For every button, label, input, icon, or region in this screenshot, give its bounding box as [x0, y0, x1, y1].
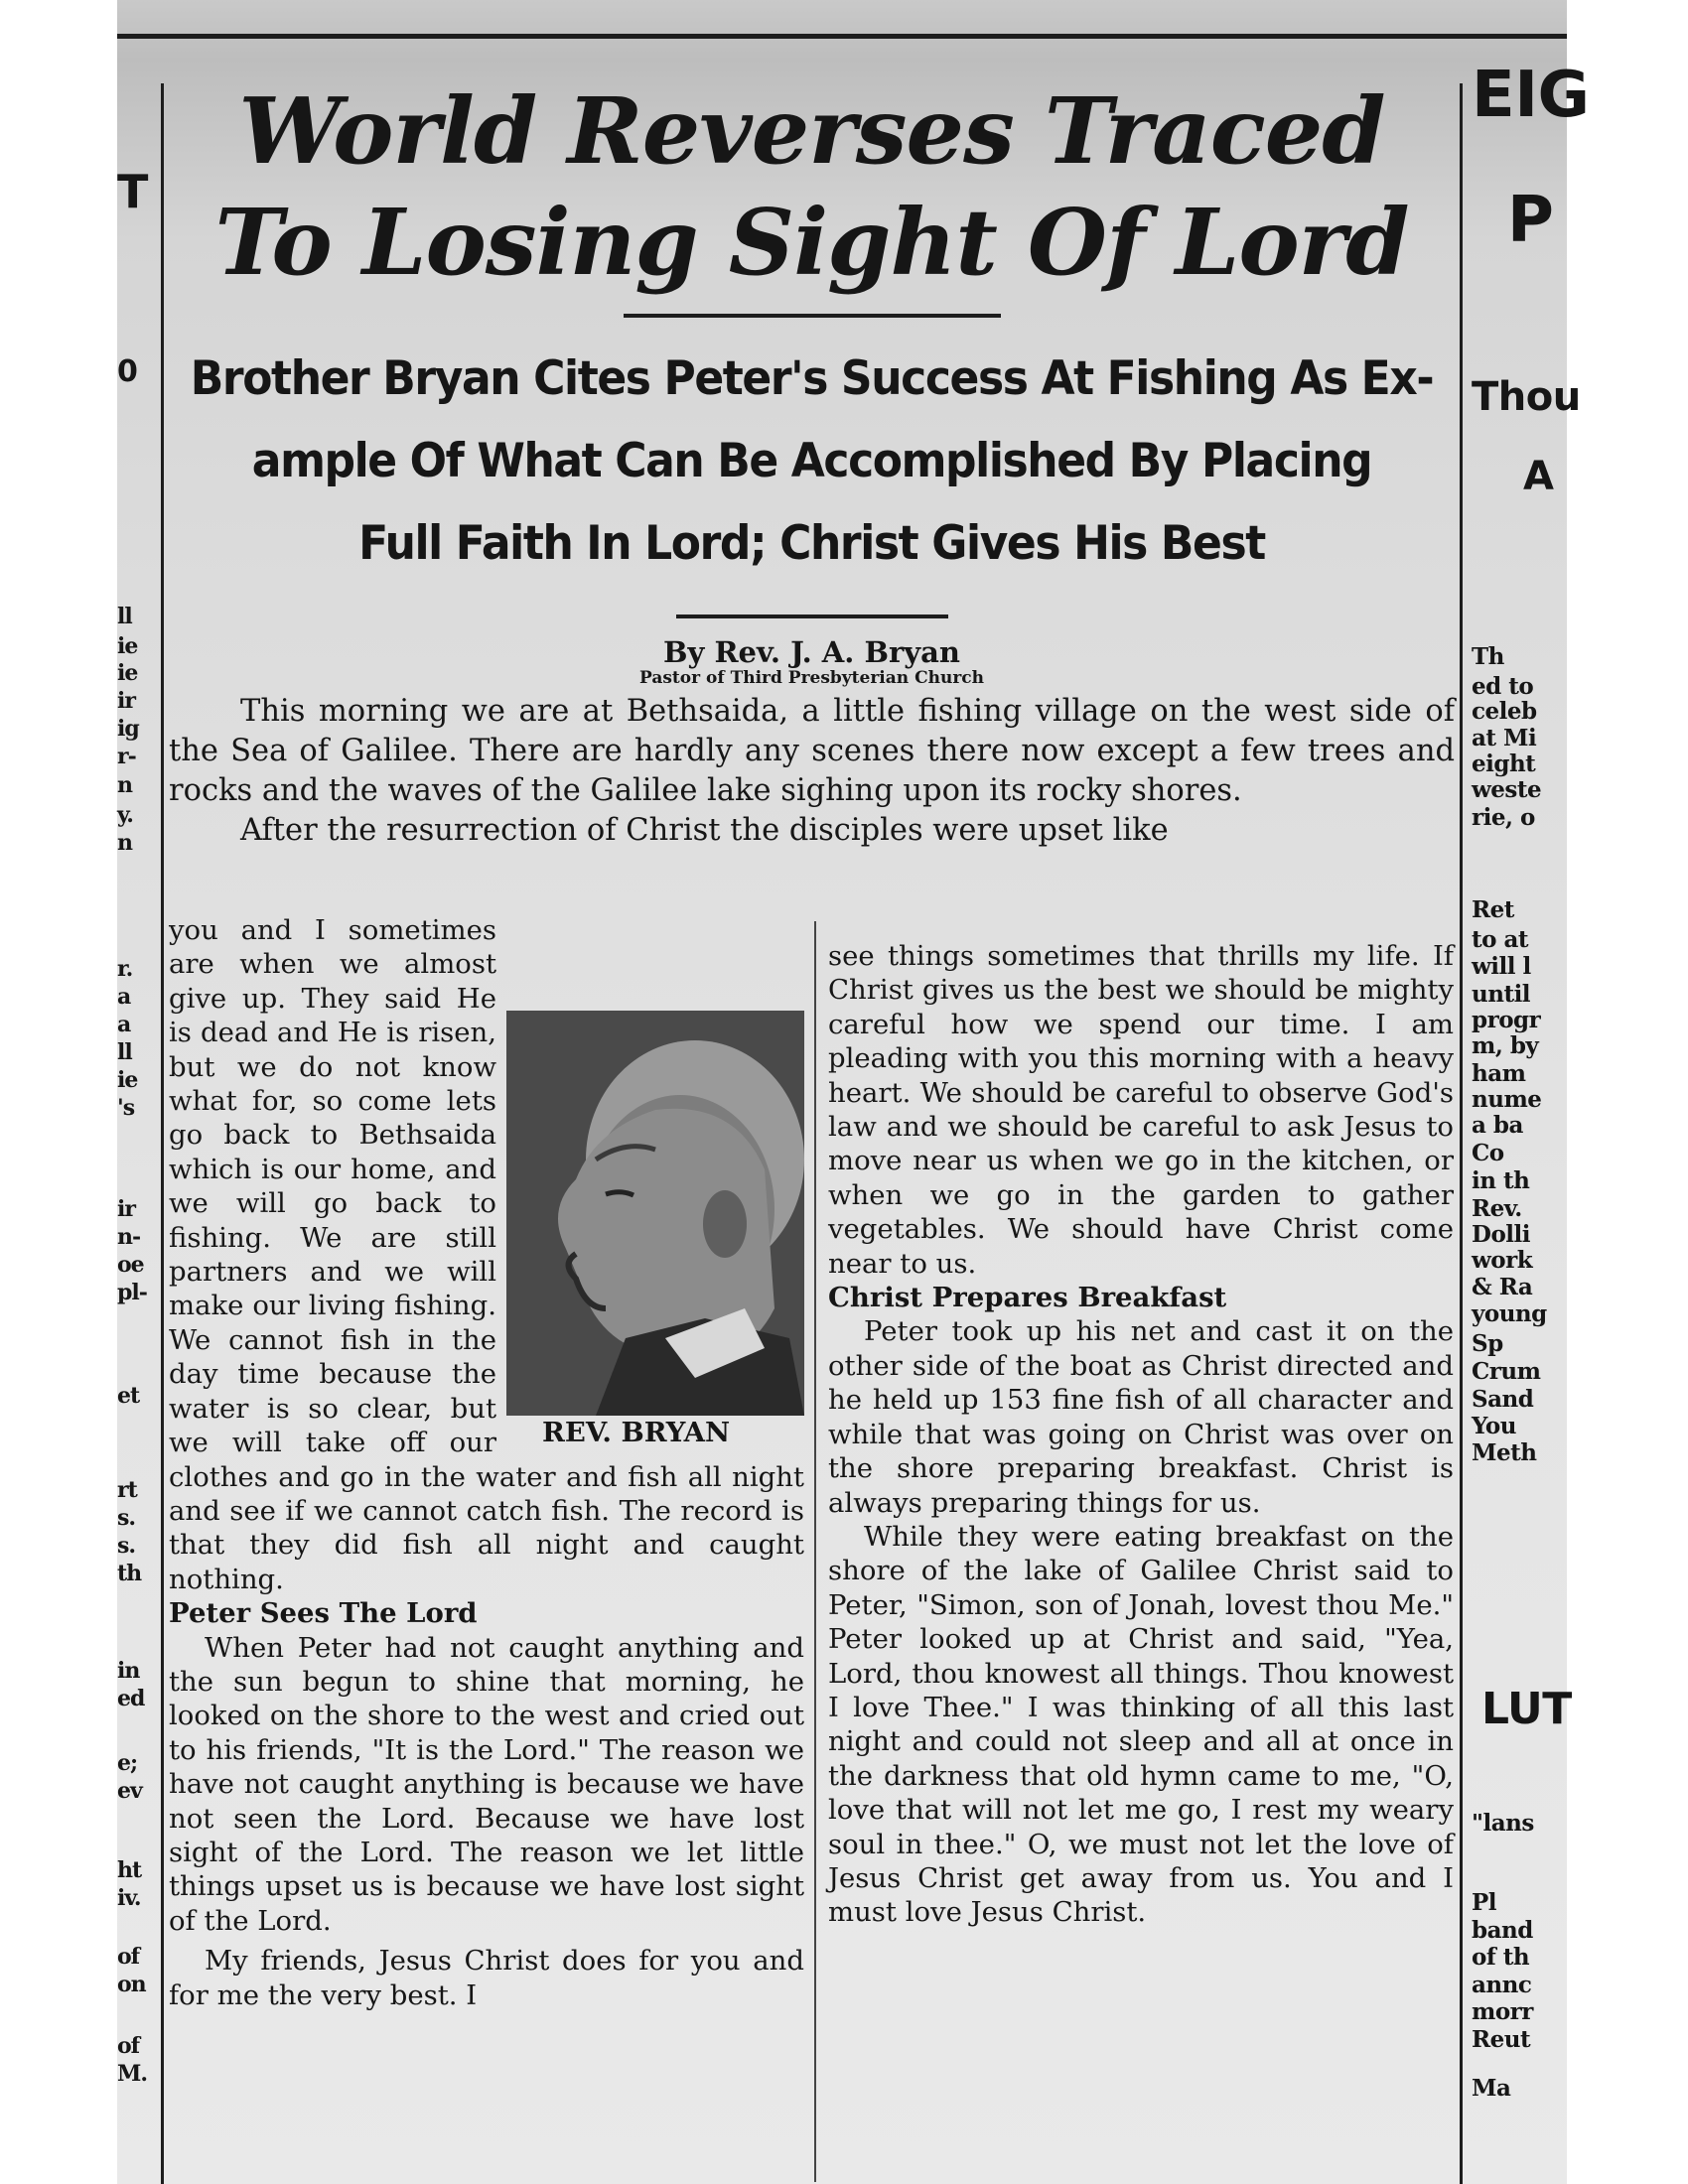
subhead-christ-prepares-breakfast: Christ Prepares Breakfast — [828, 1282, 1227, 1314]
right-column-fragment: Co — [1472, 1140, 1504, 1166]
left-column-fragment: in — [117, 1658, 140, 1684]
intro-paragraph: After the resurrection of Christ the disciples were upset like — [240, 813, 1169, 848]
right-column-fragment: Th — [1472, 643, 1504, 670]
right-column-fragment: Thou — [1472, 374, 1581, 420]
left-column-fragment: y. — [117, 802, 133, 828]
left-column-fragment: ie — [117, 633, 138, 659]
deck-line: ample Of What Can Be Accomplished By Placing — [251, 433, 1372, 489]
left-column-fragment: ir — [117, 688, 135, 714]
left-column-fragment: n — [117, 830, 132, 856]
right-column-fragment: LUT — [1481, 1684, 1572, 1734]
right-column-fragment: Reut — [1472, 2026, 1531, 2053]
right-column-fragment: Sp — [1472, 1330, 1503, 1357]
left-column-fragment: rt — [117, 1477, 137, 1503]
left-column-fragment: ll — [117, 604, 132, 629]
left-column-fragment: n — [117, 772, 132, 798]
left-column-fragment: ig — [117, 716, 139, 742]
right-column-fragment: young — [1472, 1300, 1547, 1327]
right-column-fragment: ham — [1472, 1060, 1526, 1087]
right-column-fragment: P — [1507, 184, 1554, 257]
right-column-fragment: Pl — [1472, 1889, 1497, 1916]
intro-paragraph: This morning we are at Bethsaida, a little fishing village on the west side of the Sea of Galilee. There are hardly any scenes there now except a few trees and rocks and the waves of the Galilee lake sighing upon its rocky shores. — [169, 694, 1455, 808]
column-b — [828, 939, 1454, 1930]
deck-rule — [676, 614, 948, 618]
right-column-fragment: Meth — [1472, 1439, 1537, 1466]
column-b-lead: see things sometimes that thrills my life. If Christ gives us the best we should be mighty careful how we spend our time. I am pleading with you this morning with a heavy heart. We should be careful to observe God's law and we should be careful to ask Jesus to move near us when we go in the kitchen, or when we go in the garden to gather vegetables. We should have Christ come near to us. — [828, 940, 1454, 1280]
right-column-fragment: Ma — [1472, 2075, 1511, 2102]
headline-rule — [624, 314, 1001, 318]
right-column-fragment: Crum — [1472, 1358, 1541, 1385]
byline-title: Pastor of Third Presbyterian Church — [639, 668, 984, 688]
column-a-paragraph: When Peter had not caught anything and the sun begun to shine that morning, he looked on the shore to the west and cried out to his friends, "It is the Lord." The reason we have not caught anything is because we have not seen the Lord. Because we have lost sight of the Lord. The reason we let little things upset us is because we have lost sight of the Lord. — [169, 1631, 804, 1937]
right-column-fragment: nume — [1472, 1086, 1542, 1113]
article — [169, 60, 1455, 2184]
left-column-fragment: oe — [117, 1252, 144, 1278]
left-column-fragment: ie — [117, 1067, 138, 1093]
right-column-fragment: rie, o — [1472, 804, 1535, 831]
left-column-rule — [161, 83, 164, 2184]
right-column-fragment: work — [1472, 1247, 1533, 1274]
left-column-fragment: r. — [117, 956, 133, 982]
byline: By Rev. J. A. Bryan — [662, 635, 960, 669]
subhead-peter-sees-the-lord: Peter Sees The Lord — [169, 1597, 478, 1630]
left-column-fragment: ir — [117, 1196, 135, 1222]
right-column-fragment: of th — [1472, 1944, 1530, 1971]
right-column-fragment: & Ra — [1472, 1274, 1533, 1300]
right-column-fragment: annc — [1472, 1972, 1532, 1998]
right-column-fragments — [1468, 40, 1590, 2184]
left-column-fragment: T — [117, 165, 148, 218]
right-column-fragment: will l — [1472, 953, 1531, 980]
left-column-fragment: iv. — [117, 1885, 141, 1911]
right-column-fragment: celeb — [1472, 698, 1537, 725]
right-column-fragment: eight — [1472, 751, 1536, 777]
right-column-fragment: morr — [1472, 1998, 1533, 2025]
left-column-fragment: s. — [117, 1533, 136, 1559]
right-column-fragment: Ret — [1472, 896, 1514, 923]
right-column-fragment: EIG — [1472, 59, 1590, 132]
intro-text — [169, 692, 1455, 851]
left-column-fragment: a — [117, 984, 131, 1010]
column-separator — [814, 921, 816, 2182]
right-column-fragment: until — [1472, 981, 1531, 1008]
left-column-fragment: 's — [117, 1095, 135, 1121]
photo-block — [506, 1011, 804, 1449]
right-column-fragment: A — [1523, 454, 1554, 499]
left-column-fragment: n- — [117, 1224, 141, 1250]
right-column-fragment: Sand — [1472, 1386, 1534, 1413]
column-a-paragraph: My friends, Jesus Christ does for you and for me the very best. I — [169, 1945, 804, 2011]
right-column-fragment: progr — [1472, 1007, 1541, 1033]
left-column-fragments — [117, 40, 161, 2184]
left-column-fragment: ed — [117, 1686, 145, 1711]
left-column-fragment: pl- — [117, 1280, 147, 1305]
left-column-fragment: on — [117, 1972, 146, 1997]
portrait-illustration — [506, 1011, 804, 1416]
column-a-lead: you and I sometimes are when we almost give up. They said He is dead and He is risen, but we do not know what for, so come lets go back to Bethsaida which is our home, and we will go back to fishing. We are still partners and we will make our living fishing. We cannot fish in the day time because the water is so clear, but we will take off our clothes and go in the water and fish all night and see if we cannot catch fish. The record is that they did fish all night and caught nothing. — [169, 914, 804, 1595]
left-column-fragment: ev — [117, 1778, 142, 1804]
top-rule — [117, 34, 1567, 39]
right-column-fragment: at Mi — [1472, 725, 1537, 751]
left-column-fragment: M. — [117, 2061, 148, 2087]
left-column-fragment: e; — [117, 1750, 138, 1776]
column-b-paragraph: While they were eating breakfast on the shore of the lake of Galilee Christ said to Peter, "Simon, son of Jonah, lovest thou Me." Peter looked up at Christ and said, "Yea, Lord, thou knowest all things. Thou knowest I love Thee." I was thinking of all this last night and could not sleep and all at once in the darkness that old hymn came to me, "O, love that will not let me go, I rest my weary soul in thee." O, we must not let the love of Jesus Christ get away from us. You and I must love Jesus Christ. — [828, 1520, 1454, 1929]
right-column-fragment: m, by — [1472, 1032, 1539, 1059]
right-column-fragment: Rev. — [1472, 1195, 1522, 1222]
column-a — [169, 913, 804, 2012]
left-column-fragment: et — [117, 1383, 140, 1409]
left-column-fragment: of — [117, 1944, 140, 1970]
right-column-fragment: ed to — [1472, 673, 1534, 700]
left-column-fragment: a — [117, 1012, 131, 1037]
portrait-photo — [506, 1011, 804, 1416]
photo-caption: REV. BRYAN — [542, 1417, 731, 1448]
right-column-fragment: band — [1472, 1917, 1533, 1944]
right-column-fragment: a ba — [1472, 1112, 1523, 1139]
deck-line: Brother Bryan Cites Peter's Success At Fishing As Ex- — [190, 350, 1434, 407]
right-column-fragment: You — [1472, 1413, 1516, 1439]
column-b-paragraph: Peter took up his net and cast it on the other side of the boat as Christ directed and he held up 153 fine fish of all character and while that was going on Christ was over on the shore preparing breakfast. Christ is always preparing things for us. — [828, 1315, 1454, 1519]
right-column-fragment: in th — [1472, 1167, 1530, 1194]
left-column-fragment: s. — [117, 1505, 136, 1531]
right-column-rule — [1460, 83, 1463, 2184]
headline: World Reverses Traced To Losing Sight Of Lord — [214, 77, 1409, 296]
right-column-fragment: weste — [1472, 776, 1542, 803]
right-column-fragment: "lans — [1472, 1810, 1534, 1837]
left-column-fragment: ie — [117, 660, 138, 686]
right-column-fragment: Dolli — [1472, 1221, 1530, 1248]
left-column-fragment: ht — [117, 1857, 142, 1883]
deck-line: Full Faith In Lord; Christ Gives His Best — [358, 515, 1265, 572]
right-column-fragment: to at — [1472, 926, 1528, 953]
left-column-fragment: r- — [117, 744, 136, 769]
left-column-fragment: ll — [117, 1039, 132, 1065]
left-column-fragment: of — [117, 2033, 140, 2059]
left-column-fragment: 0 — [117, 354, 137, 389]
deck — [169, 338, 1455, 585]
left-column-fragment: th — [117, 1561, 142, 1586]
